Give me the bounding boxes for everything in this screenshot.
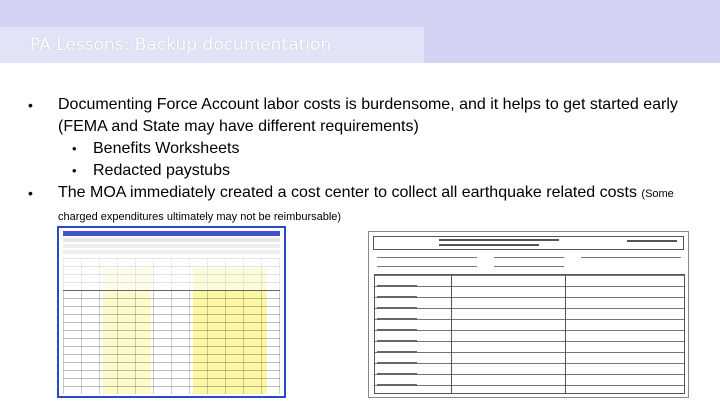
- worksheet-field-line: [377, 257, 477, 258]
- worksheet-row-label: [377, 285, 417, 287]
- worksheet-row-label: [377, 340, 417, 342]
- benefits-worksheet-image: [368, 231, 689, 398]
- bullet-note: (Some charged expenditures ultimately may not be reimbursable): [58, 188, 674, 223]
- worksheet-table: [374, 274, 685, 394]
- sub-bullet-glyph: •: [72, 163, 77, 178]
- force-account-form-image: [57, 226, 286, 398]
- worksheet-row-label: [377, 296, 417, 298]
- sub-bullet-item: [28, 160, 708, 182]
- worksheet-row-label: [377, 307, 417, 309]
- worksheet-field-line: [581, 257, 681, 258]
- sub-bullet-item: [28, 138, 708, 160]
- bullet-item: [28, 182, 708, 228]
- bullet-text: The MOA immediately created a cost center to collect all earthquake related costs: [58, 184, 637, 201]
- worksheet-table-divider: [565, 274, 566, 394]
- sub-bullet-glyph: •: [72, 141, 77, 156]
- form-header-row: [63, 250, 280, 254]
- bullet-glyph: •: [28, 185, 33, 201]
- worksheet-row-label: [377, 362, 417, 364]
- form-header-row: [63, 238, 280, 242]
- worksheet-field-line: [494, 266, 564, 267]
- sub-bullet-text: Benefits Worksheets: [93, 140, 240, 157]
- worksheet-row-label: [377, 384, 417, 386]
- slide-title: PA Lessons: Backup documentation: [0, 27, 424, 63]
- worksheet-field-line: [377, 266, 477, 267]
- bullet-glyph: •: [28, 97, 33, 113]
- worksheet-row-label: [377, 351, 417, 353]
- slide-body: [28, 94, 708, 228]
- worksheet-table-divider: [451, 274, 452, 394]
- worksheet-row-label: [377, 373, 417, 375]
- worksheet-row-label: [377, 318, 417, 320]
- form-header-band: [63, 231, 280, 236]
- bullet-text: Documenting Force Account labor costs is burdensome, and it helps to get started early (FEMA and State may have different requirements): [58, 96, 678, 135]
- sub-bullet-text: Redacted paystubs: [93, 162, 230, 179]
- worksheet-title-line: [439, 244, 539, 246]
- worksheet-title-line: [439, 239, 559, 241]
- worksheet-field-line: [494, 257, 564, 258]
- worksheet-corner-text: [627, 240, 677, 242]
- title-bar: [0, 0, 720, 63]
- form-column-headers: [63, 258, 280, 291]
- bullet-item: [28, 94, 708, 138]
- form-header-row: [63, 244, 280, 248]
- worksheet-row-label: [377, 329, 417, 331]
